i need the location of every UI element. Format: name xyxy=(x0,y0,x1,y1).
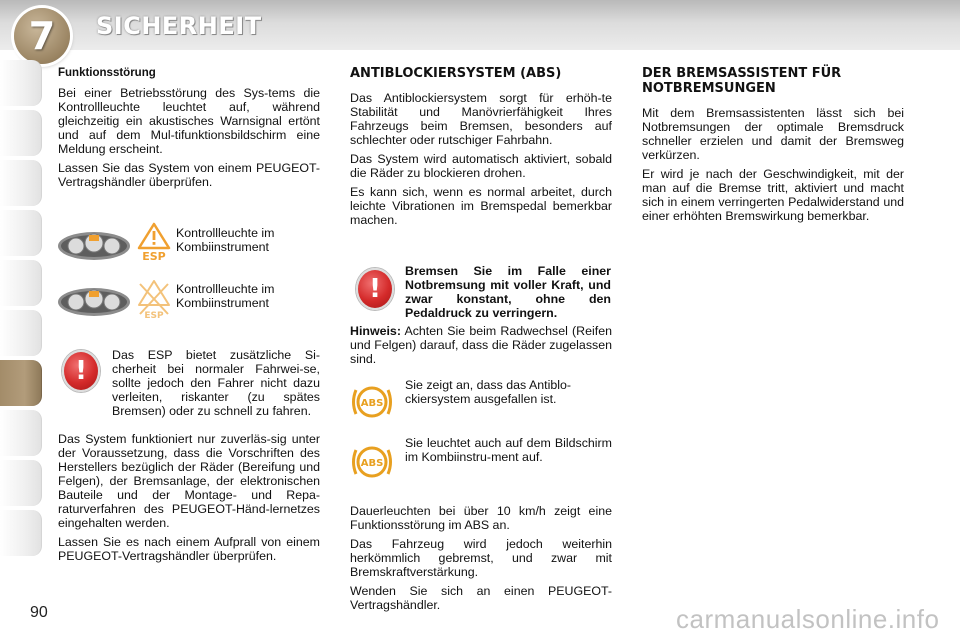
abs-icon-text: ABS xyxy=(360,398,384,409)
paragraph: Mit dem Bremsassistenten lässt sich bei Notbremsungen der optimale Bremsdruck schneller erzielen und damit der Bremsweg verkürzen. xyxy=(642,106,904,162)
paragraph: Dauerleuchten bei über 10 km/h zeigt eine Funktionsstörung im ABS an. xyxy=(350,504,612,532)
instrument-cluster-icon xyxy=(56,226,132,262)
paragraph: Das Antiblockiersystem sorgt für erhöh-te Stabilität und Manövrierfähigkeit Ihres Fahrzeugs beim Bremsen, besonders auf schlechter oder rutschiger Fahrbahn. xyxy=(350,91,612,147)
paragraph: Das ESP bietet zusätzliche Si-cherheit bei normaler Fahrwei-se, sollte jedoch den Fahrer nicht dazu verleiten, riskanter (zu spätes Bremsen) oder zu schnell zu fahren. xyxy=(112,348,320,418)
side-tab-4[interactable] xyxy=(0,210,42,256)
side-tab-5[interactable] xyxy=(0,260,42,306)
esp-warning-icon xyxy=(136,222,172,262)
paragraph: Er wird je nach der Geschwindigkeit, mit der man auf die Bremse tritt, aktiviert und macht sich in einem verringerten Pedalwiderstand und einer erhöhten Bremswirkung bemerkbar. xyxy=(642,167,904,223)
alert-text-block xyxy=(112,348,320,418)
lamp-label: Kontrollleuchte im Kombiinstrument xyxy=(176,282,275,310)
abs-row-2 xyxy=(350,436,612,486)
abs-row-text: Sie zeigt an, dass das Antiblo-ckiersystem ausgefallen ist. xyxy=(405,378,571,406)
side-tab-2[interactable] xyxy=(0,110,42,156)
side-tab-1[interactable] xyxy=(0,60,42,106)
chapter-badge xyxy=(14,8,70,64)
section-title-brake-assist: DER BREMSASSISTENT FÜR NOTBREMSUNGEN xyxy=(642,66,842,96)
alert-icon: ! xyxy=(356,268,394,310)
esp-off-icon xyxy=(136,278,172,320)
subhead-malfunction: Funktionsstörung xyxy=(58,67,156,79)
side-tab-3[interactable] xyxy=(0,160,42,206)
esp-off-icon-text: ESP xyxy=(144,311,164,320)
chapter-title: SICHERHEIT xyxy=(96,12,262,40)
paragraph: Bremsen Sie im Falle einer Notbremsung mit voller Kraft, und zwar konstant, ohne den Pedaldruck zu verringern. xyxy=(405,264,611,320)
hinweis-text: Achten Sie beim Radwechsel (Reifen und Felgen) darauf, dass die Räder zugelassen sind. xyxy=(350,324,612,366)
section-title-abs: ANTIBLOCKIERSYSTEM (ABS) xyxy=(350,66,562,81)
side-tabs xyxy=(0,60,42,560)
hinweis-block xyxy=(350,324,612,371)
paragraph: Lassen Sie das System von einem PEUGEOT-Vertragshändler überprüfen. xyxy=(58,161,320,189)
side-tab-6[interactable] xyxy=(0,310,42,356)
paragraph: Das Fahrzeug wird jedoch weiterhin herkömmlich gebremst, und zwar mit Bremskraftverstärkung. xyxy=(350,537,612,579)
paragraph xyxy=(350,324,612,366)
abs-row-text: Sie leuchtet auch auf dem Bildschirm im Kombiinstru-ment auf. xyxy=(405,436,612,464)
lamp-row-1 xyxy=(56,222,326,268)
side-tab-8[interactable] xyxy=(0,410,42,456)
paragraph: Das System wird automatisch aktiviert, sobald die Räder zu blockieren drohen. xyxy=(350,152,612,180)
paragraph: Wenden Sie sich an einen PEUGEOT-Vertragshändler. xyxy=(350,584,612,612)
paragraph: Das System funktioniert nur zuverläs-sig unter der Voraussetzung, dass die Vorschriften des Herstellers bezüglich der Räder (Bereifung und Felgen), der Bremsanlage, der elektronischen Bauteile und der Montage- und Repa-raturverfahren des PEUGEOT-Händ-lernetzes eingehalten werden. xyxy=(58,432,320,530)
alert-icon: ! xyxy=(62,350,100,392)
side-tab-7-active[interactable] xyxy=(0,360,42,406)
paragraph: Es kann sich, wenn es normal arbeitet, durch leichte Vibrationen im Bremspedal bemerkbar machen. xyxy=(350,185,612,227)
instrument-cluster-icon xyxy=(56,282,132,318)
lamp-row-2 xyxy=(56,278,326,324)
chapter-number: 7 xyxy=(28,14,56,58)
column-brake-assist xyxy=(642,66,904,228)
esp-icon-text: ESP xyxy=(142,250,166,262)
hinweis-label: Hinweis: xyxy=(350,324,401,338)
paragraph: Bei einer Betriebsstörung des Sys-tems die Kontrollleuchte leuchtet auf, während gleichzeitig ein akustisches Warnsignal ertönt und auf dem Mul-tifunktionsbildschirm eine Meldung erscheint. xyxy=(58,86,320,156)
watermark: carmanualsonline.info xyxy=(676,604,940,634)
column-esp xyxy=(58,66,320,194)
paragraph: Lassen Sie es nach einem Aufprall von einem PEUGEOT-Vertragshändler überprüfen. xyxy=(58,535,320,563)
abs-warning-icon xyxy=(350,382,394,422)
abs-alert-text xyxy=(405,264,611,320)
abs-icon-text: ABS xyxy=(360,458,384,469)
abs-row-1 xyxy=(350,378,612,428)
abs-warning-icon xyxy=(350,442,394,482)
side-tab-9[interactable] xyxy=(0,460,42,506)
abs-bottom-block xyxy=(350,504,612,617)
column-abs xyxy=(350,66,612,232)
side-tab-10[interactable] xyxy=(0,510,42,556)
lamp-label: Kontrollleuchte im Kombiinstrument xyxy=(176,226,275,254)
page-number: 90 xyxy=(30,604,48,621)
esp-body-block xyxy=(58,432,320,568)
